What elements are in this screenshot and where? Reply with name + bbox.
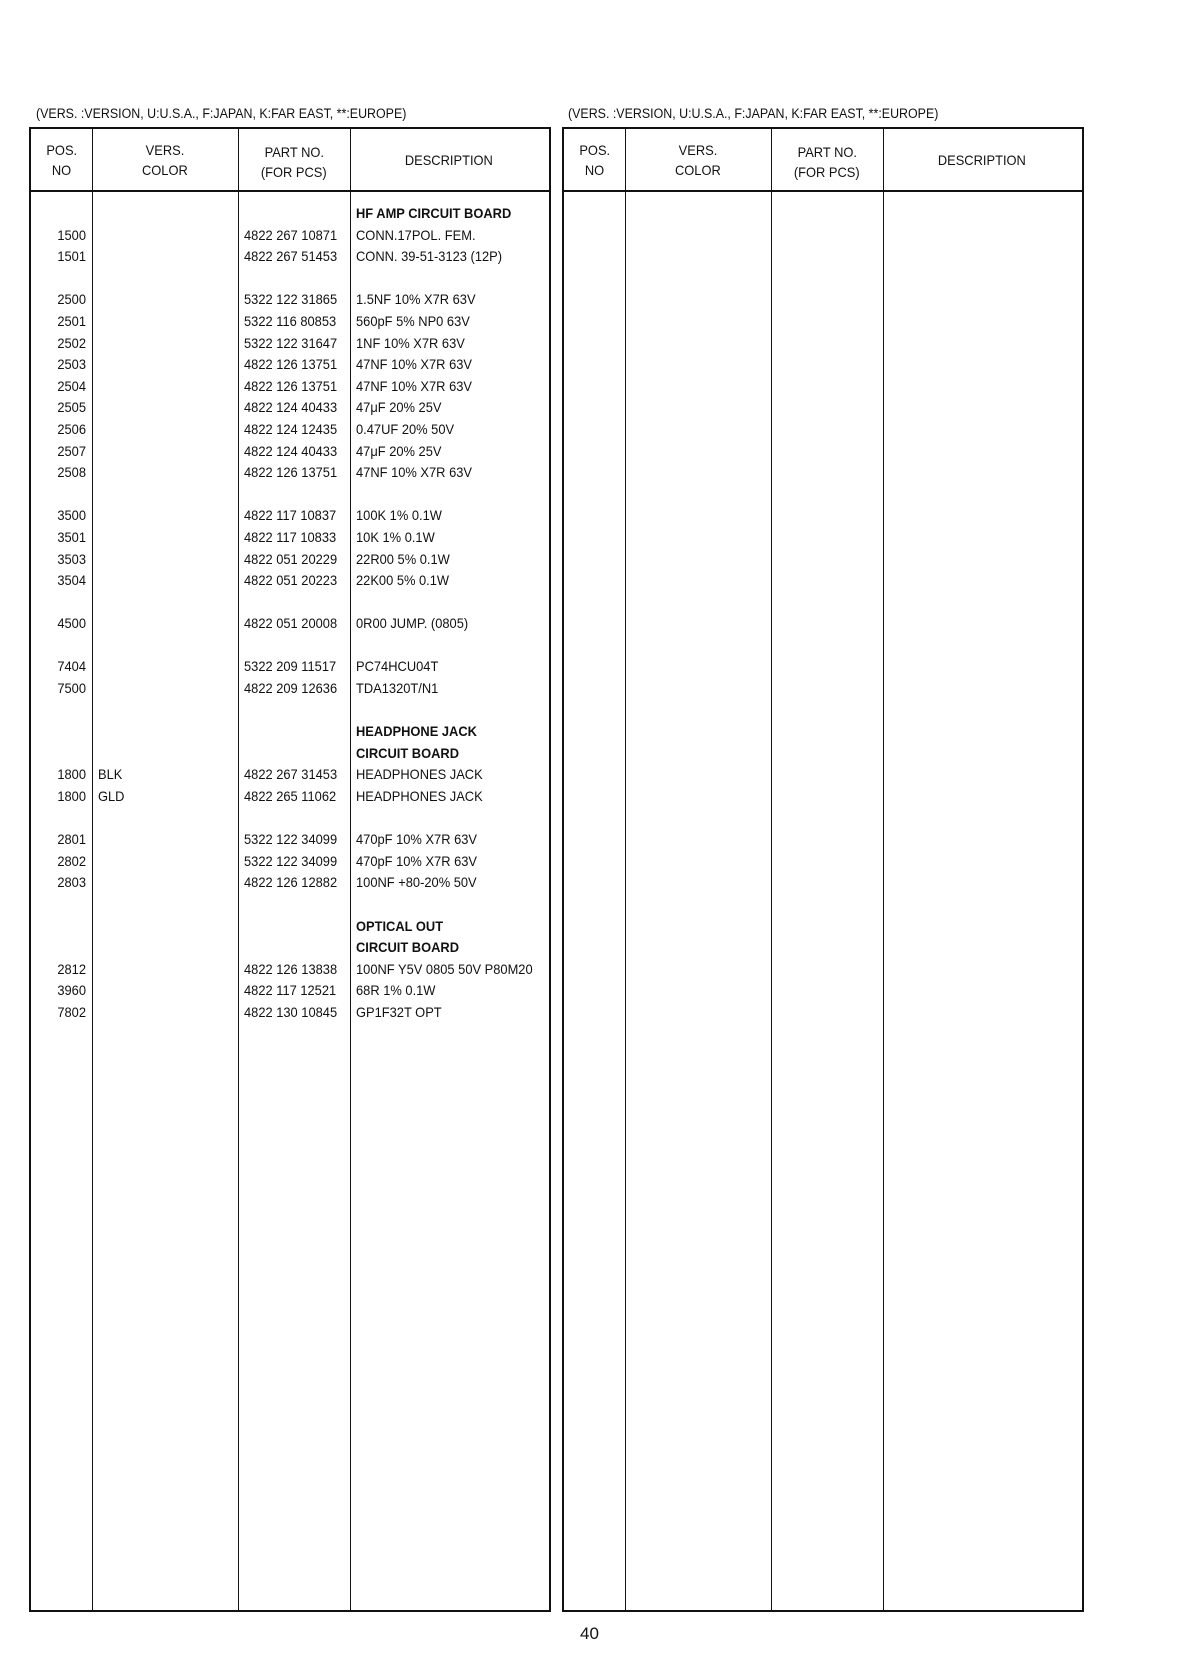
description-cell: HF AMP CIRCUIT BOARD xyxy=(356,205,512,221)
description-cell: 22R00 5% 0.1W xyxy=(356,550,450,567)
description-cell: CIRCUIT BOARD xyxy=(356,744,460,761)
header-vers-line2: COLOR xyxy=(142,161,188,178)
section-heading-row xyxy=(31,203,549,225)
pos-cell: 2505 xyxy=(57,399,86,416)
pos-cell: 4500 xyxy=(57,615,86,632)
part-no-cell: 4822 267 51453 xyxy=(244,248,338,265)
part-no-cell: 5322 122 34099 xyxy=(244,852,338,869)
part-no-cell: 5322 122 31865 xyxy=(244,291,338,308)
header-part-no xyxy=(238,129,350,190)
header-desc-label: DESCRIPTION xyxy=(937,151,1027,168)
table-row xyxy=(31,289,549,311)
color-cell: GLD xyxy=(98,788,125,805)
table-row xyxy=(31,570,549,592)
description-cell: HEADPHONES JACK xyxy=(356,766,483,783)
pos-cell: 3504 xyxy=(57,572,86,589)
header-part-line2: (FOR PCS) xyxy=(261,164,327,180)
part-no-cell: 4822 126 12882 xyxy=(244,874,338,891)
page-number: 40 xyxy=(580,1624,599,1643)
pos-cell: 2801 xyxy=(57,831,86,848)
table-row xyxy=(31,829,549,851)
row-spacer xyxy=(31,808,549,830)
pos-cell: 1501 xyxy=(57,248,86,265)
table-row xyxy=(31,225,549,247)
header-pos-line1: POS. xyxy=(46,141,77,158)
pos-cell: 2501 xyxy=(57,312,86,329)
description-cell: 100NF Y5V 0805 50V P80M20 xyxy=(356,960,533,977)
row-spacer xyxy=(31,268,549,290)
table-row xyxy=(31,764,549,786)
pos-cell: 1800 xyxy=(57,788,86,805)
table-row xyxy=(31,397,549,419)
description-cell: 1NF 10% X7R 63V xyxy=(356,334,465,351)
column-divider xyxy=(771,129,772,1610)
part-no-cell: 4822 124 12435 xyxy=(244,420,338,437)
description-cell: 470pF 10% X7R 63V xyxy=(356,831,478,848)
header-part-line1: PART NO. xyxy=(797,144,857,160)
description-cell: PC74HCU04T xyxy=(356,658,439,675)
header-vers-line1: VERS. xyxy=(145,141,185,158)
description-cell: 470pF 10% X7R 63V xyxy=(356,852,478,869)
row-spacer xyxy=(31,894,549,916)
part-no-cell: 5322 116 80853 xyxy=(244,312,337,329)
description-cell: CONN.17POL. FEM. xyxy=(356,226,476,243)
table-row xyxy=(31,678,549,700)
description-cell: 22K00 5% 0.1W xyxy=(356,572,450,589)
part-no-cell: 4822 126 13751 xyxy=(244,377,338,394)
header-pos-no xyxy=(564,129,625,190)
version-legend-left: (VERS. :VERSION, U:U.S.A., F:JAPAN, K:FAR EAST, **:EUROPE) xyxy=(36,106,407,121)
header-divider xyxy=(31,190,549,192)
section-heading-row xyxy=(31,743,549,765)
description-cell: 47μF 20% 25V xyxy=(356,442,442,459)
header-part-line1: PART NO. xyxy=(264,144,324,160)
row-spacer xyxy=(31,592,549,614)
part-no-cell: 4822 117 10833 xyxy=(244,528,337,545)
part-no-cell: 4822 117 12521 xyxy=(244,982,337,999)
part-no-cell: 4822 126 13838 xyxy=(244,960,338,977)
part-no-cell: 5322 122 31647 xyxy=(244,334,338,351)
table-row xyxy=(31,656,549,678)
parts-table-right xyxy=(562,127,1084,1612)
table-row xyxy=(31,872,549,894)
part-no-cell: 4822 126 13751 xyxy=(244,356,338,373)
table-row xyxy=(31,851,549,873)
header-pos-line2: NO xyxy=(51,161,72,178)
header-vers-line2: COLOR xyxy=(675,161,721,178)
part-no-cell: 4822 265 11062 xyxy=(244,788,337,805)
color-cell: BLK xyxy=(98,766,123,783)
header-desc-label: DESCRIPTION xyxy=(404,151,494,168)
description-cell: GP1F32T OPT xyxy=(356,1003,442,1020)
part-no-cell: 5322 122 34099 xyxy=(244,831,338,848)
description-cell: HEADPHONES JACK xyxy=(356,788,483,805)
header-description xyxy=(350,129,548,190)
table-row xyxy=(31,527,549,549)
column-divider xyxy=(625,129,626,1610)
row-spacer xyxy=(31,700,549,722)
part-no-cell: 4822 209 12636 xyxy=(244,680,338,697)
table-row xyxy=(31,462,549,484)
pos-cell: 7404 xyxy=(57,658,86,675)
table-row xyxy=(31,1002,549,1024)
section-heading-row xyxy=(31,916,549,938)
description-cell: CONN. 39-51-3123 (12P) xyxy=(356,248,503,265)
header-description xyxy=(883,129,1081,190)
parts-table-left xyxy=(29,127,551,1612)
table-row xyxy=(31,549,549,571)
description-cell: HEADPHONE JACK xyxy=(356,723,477,740)
description-cell: 0R00 JUMP. (0805) xyxy=(356,615,469,632)
table-row xyxy=(31,505,549,527)
column-divider xyxy=(883,129,884,1610)
pos-cell: 2507 xyxy=(57,442,86,459)
part-no-cell: 5322 209 11517 xyxy=(244,658,337,675)
pos-cell: 7500 xyxy=(57,680,86,697)
header-vers-line1: VERS. xyxy=(678,141,718,158)
description-cell: 10K 1% 0.1W xyxy=(356,528,435,545)
table-row xyxy=(31,419,549,441)
part-no-cell: 4822 051 20008 xyxy=(244,615,338,632)
description-cell: 68R 1% 0.1W xyxy=(356,982,436,999)
table-row xyxy=(31,311,549,333)
header-part-no xyxy=(771,129,883,190)
description-cell: CIRCUIT BOARD xyxy=(356,939,460,956)
version-legend-right: (VERS. :VERSION, U:U.S.A., F:JAPAN, K:FAR EAST, **:EUROPE) xyxy=(568,106,939,121)
table-row xyxy=(31,246,549,268)
part-no-cell: 4822 117 10837 xyxy=(244,507,337,524)
description-cell: 47NF 10% X7R 63V xyxy=(356,377,472,394)
part-no-cell: 4822 051 20229 xyxy=(244,550,338,567)
table-row xyxy=(31,333,549,355)
pos-cell: 3503 xyxy=(57,550,86,567)
description-cell: 100NF +80-20% 50V xyxy=(356,874,477,891)
header-pos-no xyxy=(31,129,92,190)
pos-cell: 2500 xyxy=(57,291,86,308)
pos-cell: 2503 xyxy=(57,356,86,373)
header-pos-line1: POS. xyxy=(579,141,610,158)
pos-cell: 2504 xyxy=(57,377,86,394)
section-heading-row xyxy=(31,937,549,959)
pos-cell: 7802 xyxy=(57,1003,86,1020)
description-cell: 0.47UF 20% 50V xyxy=(356,420,455,437)
header-part-line2: (FOR PCS) xyxy=(794,164,860,180)
description-cell: 1.5NF 10% X7R 63V xyxy=(356,291,476,308)
pos-cell: 1800 xyxy=(57,766,86,783)
description-cell: 47NF 10% X7R 63V xyxy=(356,356,472,373)
parts-rows xyxy=(31,203,549,1024)
pos-cell: 2508 xyxy=(57,464,86,481)
pos-cell: 2812 xyxy=(57,960,86,977)
table-row xyxy=(31,959,549,981)
section-heading-row xyxy=(31,721,549,743)
row-spacer xyxy=(31,484,549,506)
header-pos-line2: NO xyxy=(584,161,605,178)
table-row xyxy=(31,980,549,1002)
pos-cell: 2506 xyxy=(57,420,86,437)
pos-cell: 3501 xyxy=(57,528,86,545)
part-no-cell: 4822 051 20223 xyxy=(244,572,338,589)
pos-cell: 3500 xyxy=(57,507,86,524)
description-cell: OPTICAL OUT xyxy=(356,917,444,934)
pos-cell: 2502 xyxy=(57,334,86,351)
part-no-cell: 4822 130 10845 xyxy=(244,1003,338,1020)
header-divider xyxy=(564,190,1082,192)
table-row xyxy=(31,613,549,635)
row-spacer xyxy=(31,635,549,657)
pos-cell: 3960 xyxy=(57,982,86,999)
table-row xyxy=(31,354,549,376)
table-row xyxy=(31,441,549,463)
description-cell: 47μF 20% 25V xyxy=(356,399,442,416)
part-no-cell: 4822 126 13751 xyxy=(244,464,338,481)
table-row xyxy=(31,786,549,808)
header-vers-color xyxy=(92,129,238,190)
header-vers-color xyxy=(625,129,771,190)
description-cell: 47NF 10% X7R 63V xyxy=(356,464,472,481)
pos-cell: 2803 xyxy=(57,874,86,891)
pos-cell: 1500 xyxy=(57,226,86,243)
part-no-cell: 4822 267 31453 xyxy=(244,766,338,783)
part-no-cell: 4822 124 40433 xyxy=(244,399,338,416)
pos-cell: 2802 xyxy=(57,852,86,869)
description-cell: TDA1320T/N1 xyxy=(356,680,439,697)
description-cell: 100K 1% 0.1W xyxy=(356,507,442,524)
description-cell: 560pF 5% NP0 63V xyxy=(356,312,470,329)
part-no-cell: 4822 124 40433 xyxy=(244,442,338,459)
table-row xyxy=(31,376,549,398)
part-no-cell: 4822 267 10871 xyxy=(244,226,338,243)
